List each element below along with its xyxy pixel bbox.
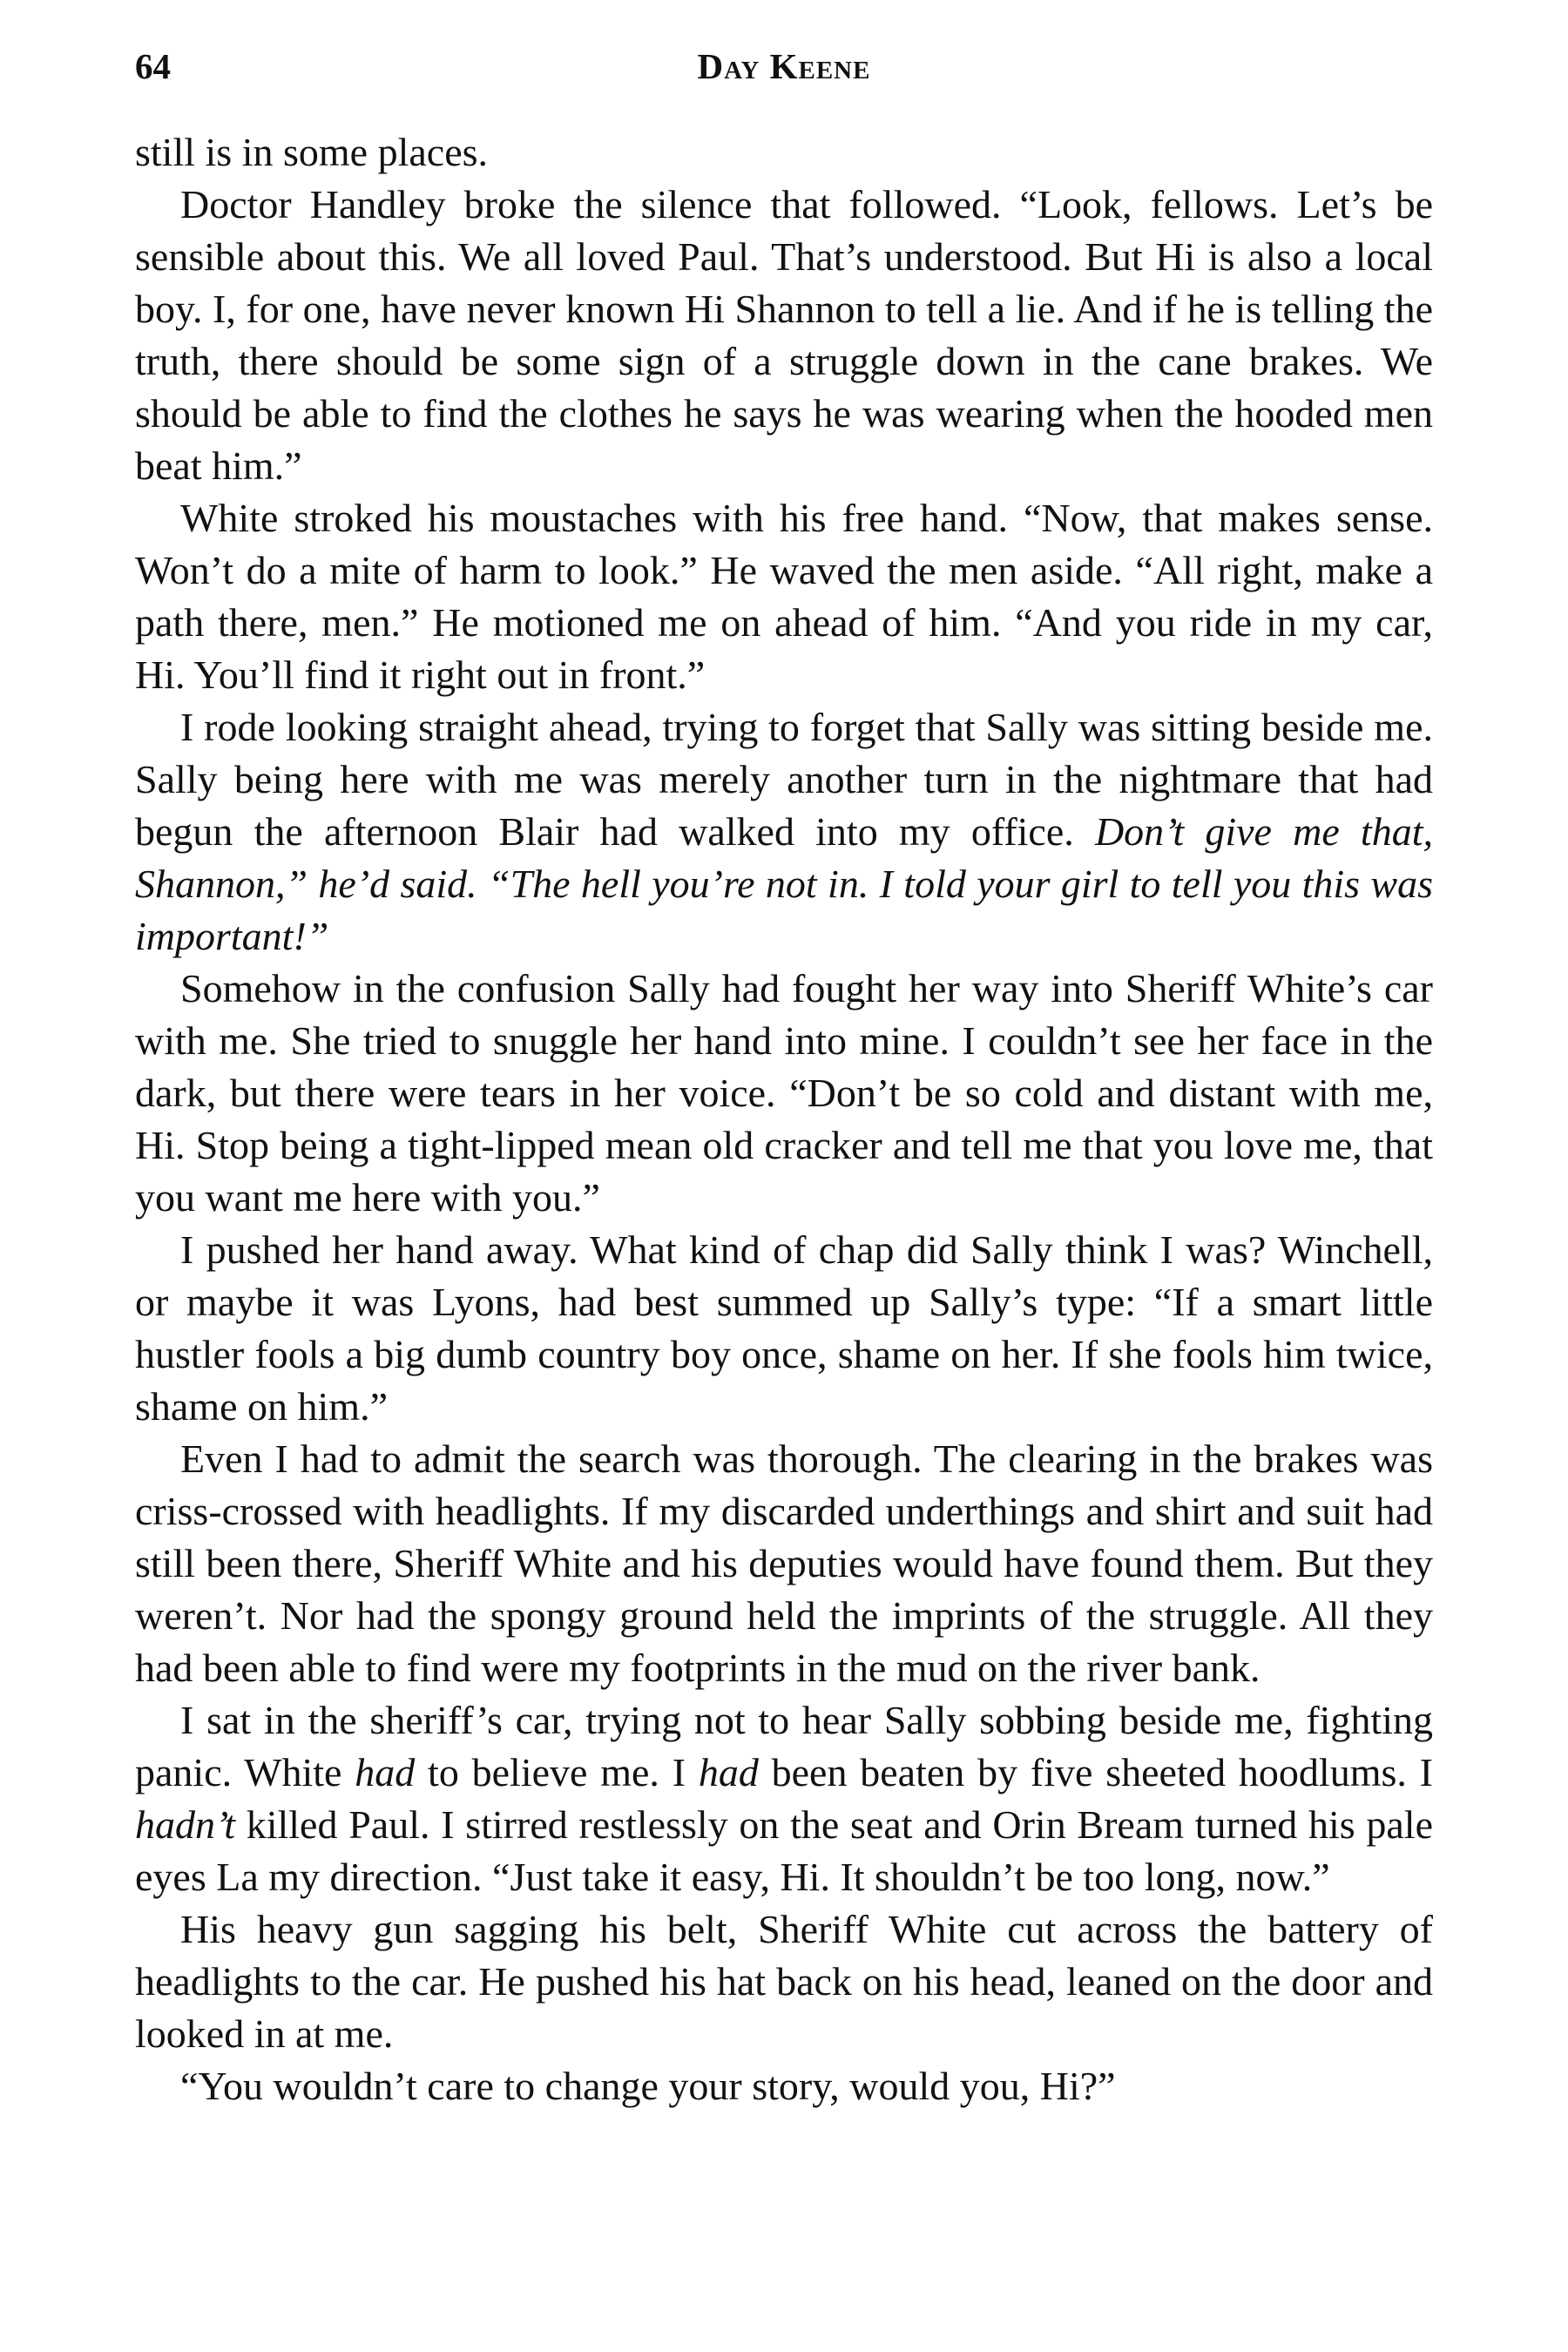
italic-text: had <box>698 1750 759 1794</box>
text-run: I sat in the sheriff’s car, trying not to hear Sally sobbing beside me, fighting panic. White <box>135 1698 1433 1794</box>
text-run: White stroked his moustaches with his free hand. “Now, that makes sense. Won’t do a mite of harm to look.” He waved the men aside. “All right, make a path there, men.” He motioned me on ahead of him. “And you ride in my car, Hi. You’ll find it right out in front.” <box>135 496 1433 697</box>
paragraph <box>135 1433 1433 1694</box>
text-run: been beaten by five sheeted hoodlums. I <box>758 1750 1433 1794</box>
body-text <box>135 126 1433 2112</box>
text-run: Doctor Handley broke the silence that followed. “Look, fellows. Let’s be sensible about this. We all loved Paul. That’s understood. But Hi is also a local boy. I, for one, have never known Hi Shannon to tell a lie. And if he is telling the truth, there should be some sign of a struggle down in the cane brakes. We should be able to find the clothes he says he was wearing when the hooded men beat him.” <box>135 182 1433 488</box>
paragraph <box>135 492 1433 701</box>
paragraph <box>135 963 1433 1224</box>
text-run: Somehow in the confusion Sally had fought her way into Sheriff White’s car with me. She tried to snuggle her hand into mine. I couldn’t see her face in the dark, but there were tears in her voice. “Don’t be so cold and distant with me, Hi. Stop being a tight-lipped mean old cracker and tell me that you love me, that you want me here with you.” <box>135 966 1433 1220</box>
text-run: to believe me. I <box>415 1750 699 1794</box>
text-run: Even I had to admit the search was thorough. The clearing in the brakes was criss-crossed with headlights. If my discarded underthings and shirt and suit had still been there, Sheriff White and his deputies would have found them. But they weren’t. Nor had the spongy ground held the imprints of the struggle. All they had been able to find were my footprints in the mud on the river bank. <box>135 1436 1433 1690</box>
paragraph <box>135 2060 1433 2112</box>
text-run: I pushed her hand away. What kind of chap did Sally think I was? Winchell, or maybe it was Lyons, had best summed up Sally’s type: “If a smart little hustler fools a big dumb country boy once, shame on her. If she fools him twice, shame on him.” <box>135 1227 1433 1429</box>
paragraph <box>135 179 1433 492</box>
paragraph <box>135 126 1433 179</box>
paragraph <box>135 1224 1433 1433</box>
page-header <box>135 45 1433 98</box>
text-run: “You wouldn’t care to change your story, would you, Hi?” <box>180 2064 1116 2108</box>
text-run: killed Paul. I stirred restlessly on the seat and Orin Bream turned his pale eyes La my direction. “Just take it easy, Hi. It shouldn’t be too long, now.” <box>135 1802 1433 1899</box>
page-number: 64 <box>135 46 171 86</box>
paragraph <box>135 701 1433 963</box>
italic-text: had <box>355 1750 416 1794</box>
text-run: still is in some places. <box>135 130 489 174</box>
paragraph <box>135 1694 1433 1903</box>
running-head: Day Keene <box>697 46 871 86</box>
italic-text: Don’t give me that, Shannon,” he’d said. “The hell you’re not in. I told your girl to tell you this was important!” <box>135 809 1433 958</box>
text-run: I rode looking straight ahead, trying to forget that Sally was sitting beside me. Sally being here with me was merely another turn in the nightmare that had begun the afternoon Blair had walked into my office. <box>135 705 1433 854</box>
italic-text: hadn’t <box>135 1802 235 1847</box>
text-run: His heavy gun sagging his belt, Sheriff White cut across the battery of headlights to the car. He pushed his hat back on his head, leaned on the door and looked in at me. <box>135 1907 1433 2056</box>
paragraph <box>135 1903 1433 2060</box>
